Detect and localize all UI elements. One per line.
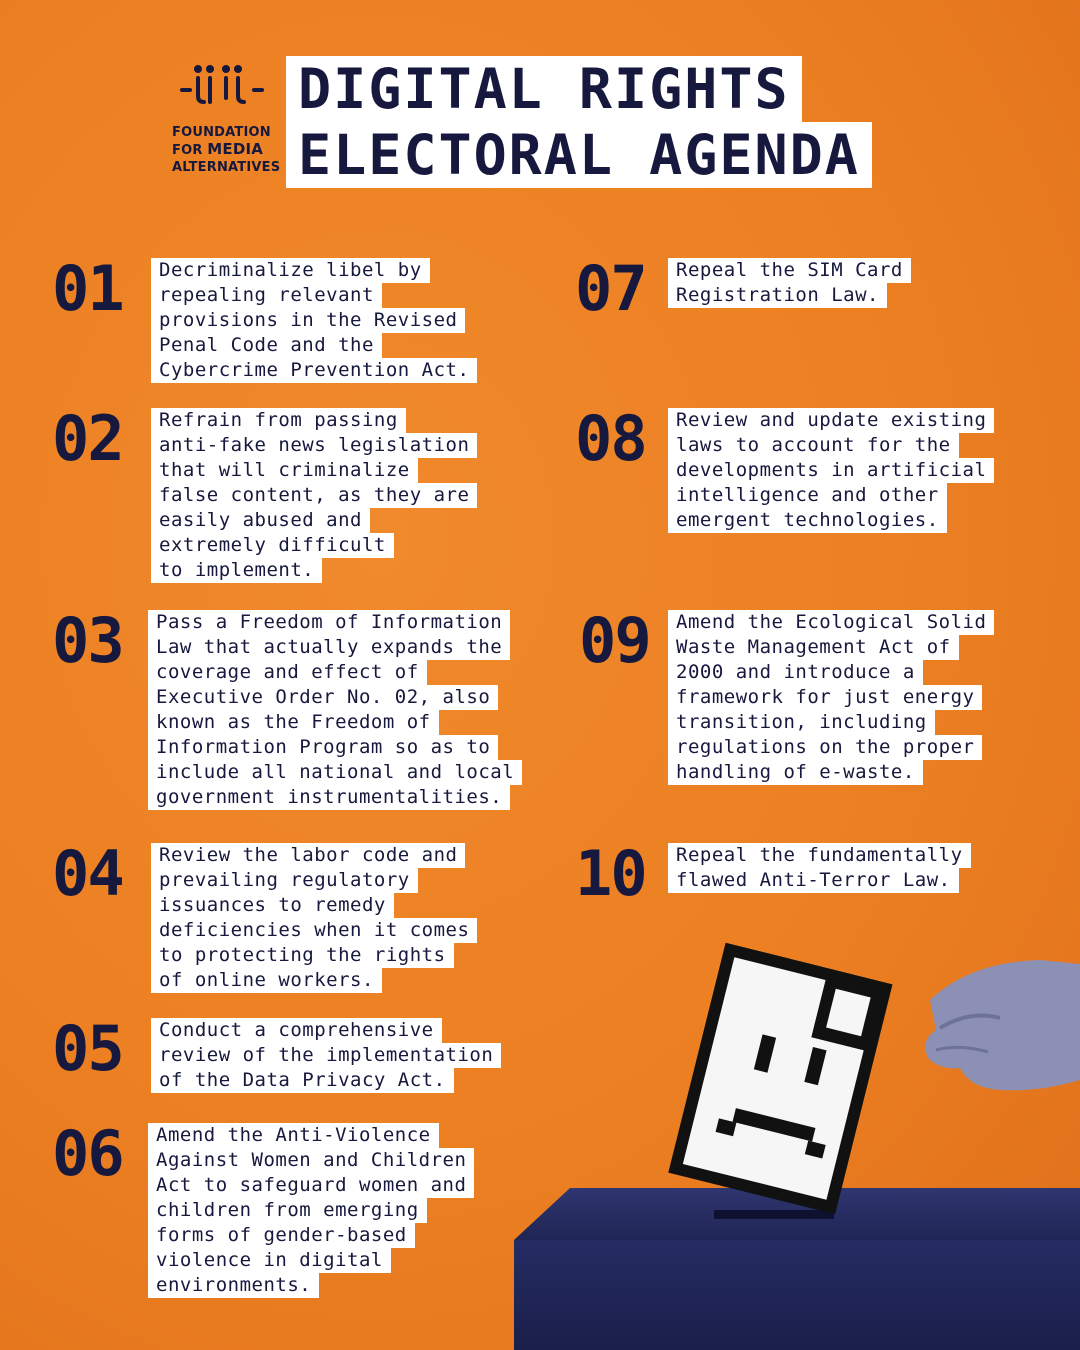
item-number: 03: [52, 604, 123, 677]
ballot-card: [676, 950, 886, 1207]
item-text: [151, 843, 477, 993]
item-text: [151, 1018, 501, 1093]
item-text: [151, 258, 477, 383]
item-line: Amend the Anti-Violence: [148, 1123, 439, 1148]
item-line: Refrain from passing: [151, 408, 406, 433]
logo-line-1: FOUNDATION: [172, 125, 271, 140]
logo-text: [172, 124, 282, 176]
item-line: issuances to remedy: [151, 893, 394, 918]
item-line: to implement.: [151, 558, 322, 583]
item-line: deficiencies when it comes: [151, 918, 477, 943]
item-number: 06: [52, 1117, 123, 1190]
item-line: known as the Freedom of: [148, 710, 439, 735]
item-line: Conduct a comprehensive: [151, 1018, 442, 1043]
item-line: review of the implementation: [151, 1043, 501, 1068]
item-line: include all national and local: [148, 760, 522, 785]
item-number: 10: [575, 837, 646, 910]
item-line: Repeal the SIM Card: [668, 258, 911, 283]
item-line: of the Data Privacy Act.: [151, 1068, 454, 1093]
item-line: to protecting the rights: [151, 943, 454, 968]
item-line: laws to account for the: [668, 433, 959, 458]
item-line: Review and update existing: [668, 408, 994, 433]
fma-logo: [172, 64, 282, 176]
item-text: [151, 408, 477, 583]
item-line: coverage and effect of: [148, 660, 427, 685]
item-line: emergent technologies.: [668, 508, 947, 533]
item-line: forms of gender-based: [148, 1223, 415, 1248]
ballot-box-illustration: [500, 940, 1080, 1350]
item-line: Executive Order No. 02, also: [148, 685, 498, 710]
item-text: [148, 610, 522, 810]
logo-media: MEDIA: [207, 140, 264, 158]
item-text: [148, 1123, 474, 1298]
item-number: 02: [52, 402, 123, 475]
item-line: flawed Anti-Terror Law.: [668, 868, 959, 893]
item-line: 2000 and introduce a: [668, 660, 923, 685]
item-line: regulations on the proper: [668, 735, 982, 760]
item-line: Amend the Ecological Solid: [668, 610, 994, 635]
logo-line-3: ALTERNATIVES: [172, 160, 281, 175]
item-line: Waste Management Act of: [668, 635, 959, 660]
title-line-1: DIGITAL RIGHTS: [286, 56, 802, 122]
item-text: [668, 843, 971, 893]
item-line: Information Program so as to: [148, 735, 498, 760]
item-line: violence in digital: [148, 1248, 391, 1273]
item-line: Law that actually expands the: [148, 635, 510, 660]
item-line: Review the labor code and: [151, 843, 465, 868]
item-number: 05: [52, 1012, 123, 1085]
item-text: [668, 408, 994, 533]
item-line: extremely difficult: [151, 533, 394, 558]
item-line: that will criminalize: [151, 458, 418, 483]
item-number: 09: [579, 604, 650, 677]
item-line: of online workers.: [151, 968, 382, 993]
item-number: 07: [575, 252, 646, 325]
item-line: Pass a Freedom of Information: [148, 610, 510, 635]
item-line: prevailing regulatory: [151, 868, 418, 893]
item-line: framework for just energy: [668, 685, 982, 710]
item-line: Cybercrime Prevention Act.: [151, 358, 477, 383]
logo-line-2: [172, 141, 282, 159]
item-line: transition, including: [668, 710, 935, 735]
item-line: provisions in the Revised: [151, 308, 465, 333]
item-text: [668, 258, 911, 308]
item-line: Registration Law.: [668, 283, 887, 308]
title-line-2: ELECTORAL AGENDA: [286, 122, 872, 188]
item-line: Against Women and Children: [148, 1148, 474, 1173]
item-line: Repeal the fundamentally: [668, 843, 971, 868]
item-line: anti-fake news legislation: [151, 433, 477, 458]
item-line: developments in artificial: [668, 458, 994, 483]
item-number: 08: [575, 402, 646, 475]
ballot-box: [514, 1188, 1080, 1350]
item-line: environments.: [148, 1273, 319, 1298]
logo-for: FOR: [172, 143, 208, 158]
item-line: easily abused and: [151, 508, 370, 533]
item-line: government instrumentalities.: [148, 785, 510, 810]
item-line: false content, as they are: [151, 483, 477, 508]
item-line: Decriminalize libel by: [151, 258, 430, 283]
item-text: [668, 610, 994, 785]
item-line: repealing relevant: [151, 283, 382, 308]
page-title: [286, 56, 872, 188]
item-line: handling of e-waste.: [668, 760, 923, 785]
hand-illustration: [925, 960, 1080, 1090]
item-line: Penal Code and the: [151, 333, 382, 358]
item-line: intelligence and other: [668, 483, 947, 508]
item-number: 01: [52, 252, 123, 325]
item-line: Act to safeguard women and: [148, 1173, 474, 1198]
people-logo-icon: [180, 64, 264, 110]
item-number: 04: [52, 837, 123, 910]
item-line: children from emerging: [148, 1198, 427, 1223]
